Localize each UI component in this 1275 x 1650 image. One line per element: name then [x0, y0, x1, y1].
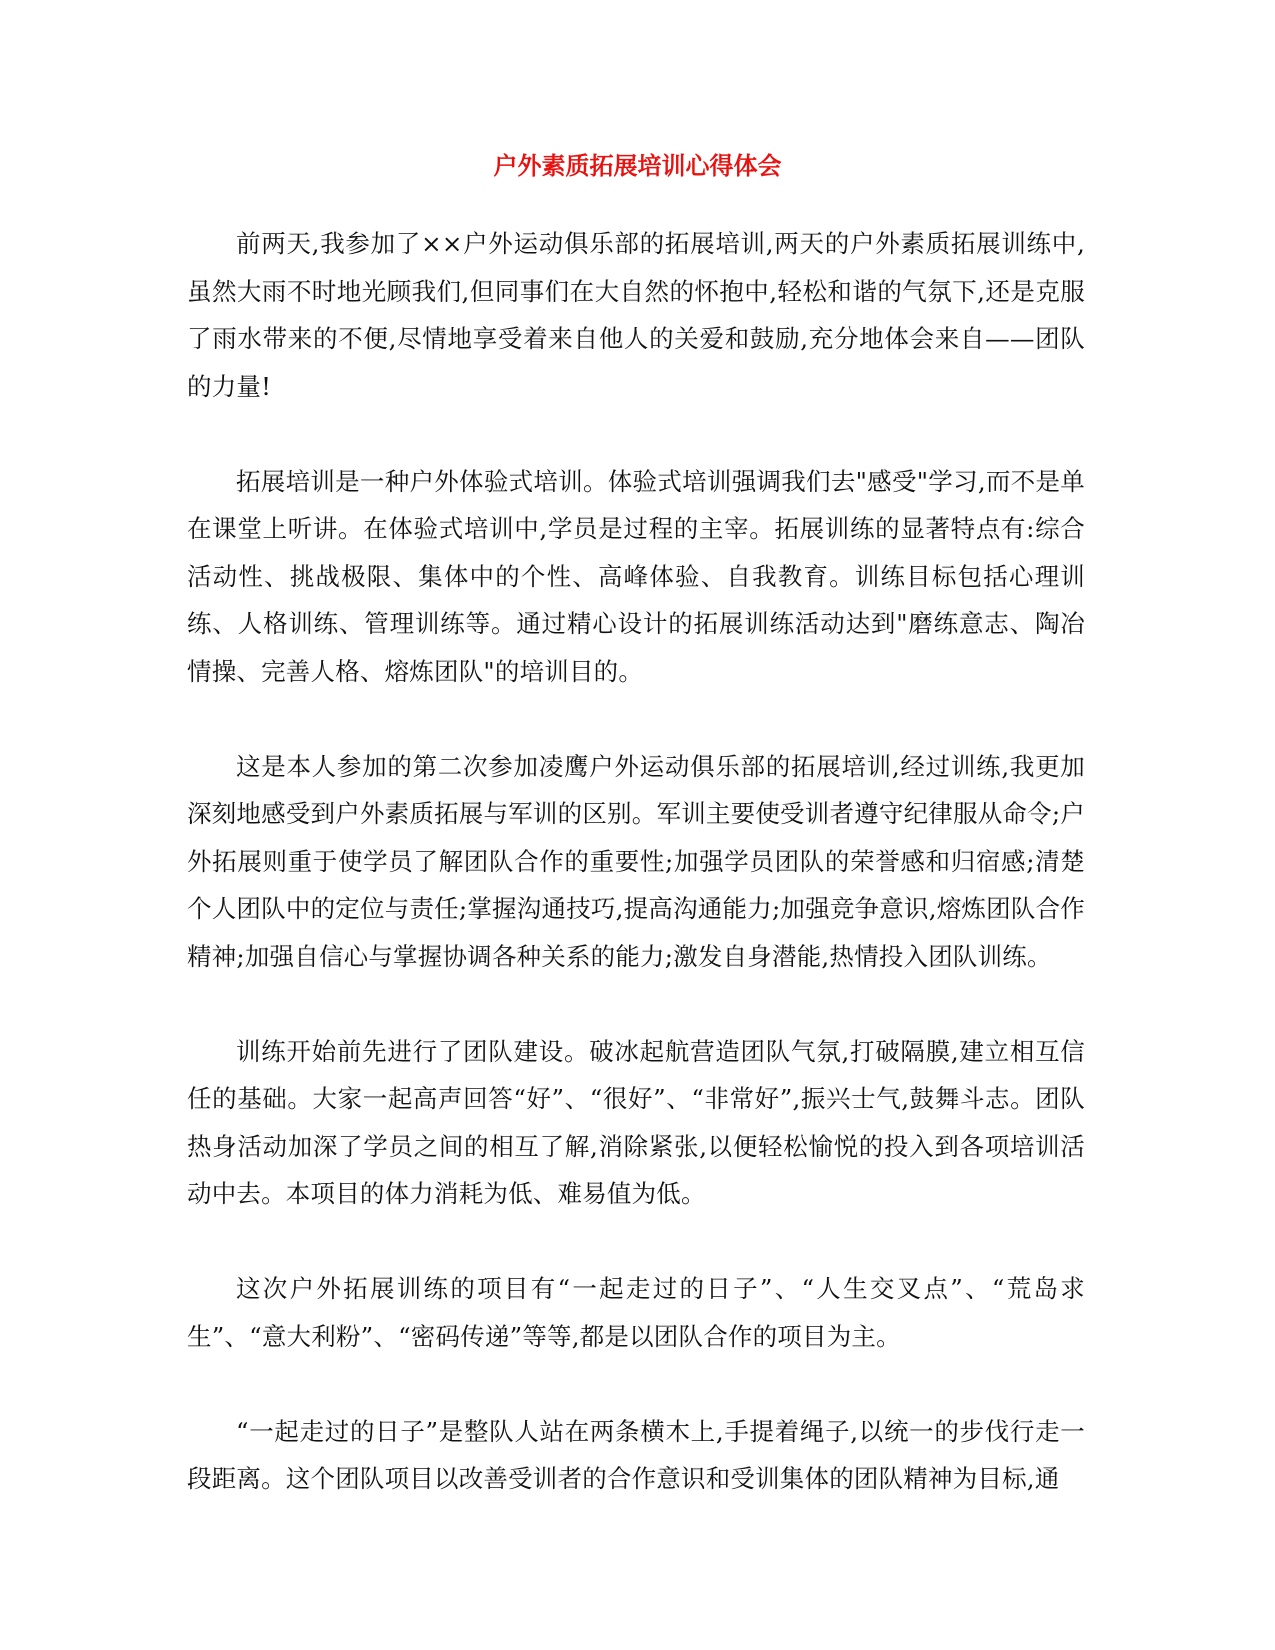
paragraph-6: “一起走过的日子”是整队人站在两条横木上,手提着绳子,以统一的步伐行走一段距离。这个团队项目以改善受训者的合作意识和受训集体的团队精神为目标,通 — [187, 1416, 1085, 1493]
paragraph-5: 这次户外拓展训练的项目有“一起走过的日子”、“人生交叉点”、“荒岛求生”、“意大利粉”、“密码传递”等等,都是以团队合作的项目为主。 — [187, 1274, 1085, 1351]
paragraph-1: 前两天,我参加了××户外运动俱乐部的拓展培训,两天的户外素质拓展训练中,虽然大雨不时地光顾我们,但同事们在大自然的怀抱中,轻松和谐的气氛下,还是克服了雨水带来的不便,尽情地享受着来自他人的关爱和鼓励,充分地体会来自——团队的力量! — [187, 229, 1085, 401]
document-body — [187, 220, 1085, 1503]
paragraph-2: 拓展培训是一种户外体验式培训。体验式培训强调我们去"感受"学习,而不是单在课堂上听讲。在体验式培训中,学员是过程的主宰。拓展训练的显著特点有:综合活动性、挑战极限、集体中的个性、高峰体验、自我教育。训练目标包括心理训练、人格训练、管理训练等。通过精心设计的拓展训练活动达到"磨练意志、陶冶情操、完善人格、熔炼团队"的培训目的。 — [187, 466, 1085, 686]
paragraph-3: 这是本人参加的第二次参加凌鹰户外运动俱乐部的拓展培训,经过训练,我更加深刻地感受到户外素质拓展与军训的区别。军训主要使受训者遵守纪律服从命令;户外拓展则重于使学员了解团队合作的重要性;加强学员团队的荣誉感和归宿感;清楚个人团队中的定位与责任;掌握沟通技巧,提高沟通能力;加强竞争意识,熔炼团队合作精神;加强自信心与掌握协调各种关系的能力;激发自身潜能,热情投入团队训练。 — [187, 751, 1085, 971]
document-title: 户外素质拓展培训心得体会 — [493, 151, 782, 180]
paragraph-4: 训练开始前先进行了团队建设。破冰起航营造团队气氛,打破隔膜,建立相互信任的基础。大家一起高声回答“好”、“很好”、“非常好”,振兴士气,鼓舞斗志。团队热身活动加深了学员之间的相互了解,消除紧张,以便轻松愉悦的投入到各项培训活动中去。本项目的体力消耗为低、难易值为低。 — [187, 1036, 1085, 1208]
